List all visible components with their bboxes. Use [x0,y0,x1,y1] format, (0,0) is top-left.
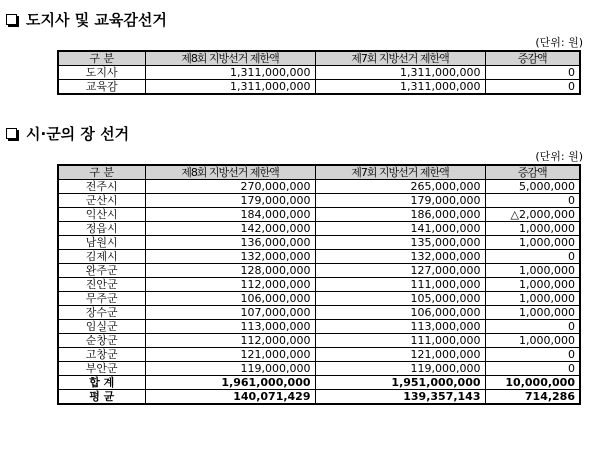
total-row [58,376,580,390]
cell-change: 0 [485,80,580,95]
section2-unit: (단위: 원) [535,150,583,163]
table-row [58,278,580,292]
cell-8th: 119,000,000 [145,362,315,376]
section2-title: 시·군의 장 선거 [26,125,130,143]
cell-7th: 1,311,000,000 [315,66,485,80]
table-row [58,250,580,264]
cell-change: 1,000,000 [485,264,580,278]
cell-8th: 142,000,000 [145,222,315,236]
cell-8th: 106,000,000 [145,292,315,306]
row-label: 평 균 [58,390,145,405]
table-row [58,236,580,250]
cell-7th: 1,951,000,000 [315,376,485,390]
table-row [58,264,580,278]
cell-8th: 1,961,000,000 [145,376,315,390]
cell-7th: 132,000,000 [315,250,485,264]
cell-7th: 135,000,000 [315,236,485,250]
cell-change: 1,000,000 [485,278,580,292]
row-label: 부안군 [58,362,145,376]
table-row [58,320,580,334]
checkbox-square-icon [6,128,17,139]
average-row [58,390,580,405]
row-label: 무주군 [58,292,145,306]
row-label: 김제시 [58,250,145,264]
cell-8th: 1,311,000,000 [145,66,315,80]
cell-8th: 136,000,000 [145,236,315,250]
cell-change: 5,000,000 [485,180,580,194]
cell-7th: 119,000,000 [315,362,485,376]
cell-7th: 106,000,000 [315,306,485,320]
checkbox-square-icon [6,14,17,25]
cell-change: 0 [485,250,580,264]
header-8th-limit: 제8회 지방선거 제한액 [145,165,315,180]
cell-change: 0 [485,348,580,362]
cell-7th: 111,000,000 [315,334,485,348]
table-row [58,362,580,376]
cell-7th: 1,311,000,000 [315,80,485,95]
cell-8th: 140,071,429 [145,390,315,405]
row-label: 남원시 [58,236,145,250]
cell-change: 1,000,000 [485,236,580,250]
section1-table [57,50,581,95]
cell-7th: 139,357,143 [315,390,485,405]
cell-7th: 121,000,000 [315,348,485,362]
cell-change: 1,000,000 [485,306,580,320]
table-row [58,306,580,320]
header-category: 구 분 [58,165,145,180]
table-row [58,180,580,194]
row-label: 진안군 [58,278,145,292]
table-row [58,194,580,208]
section1-title: 도지사 및 교육감선거 [26,11,167,29]
table-row [58,80,580,95]
table-row [58,222,580,236]
row-label: 완주군 [58,264,145,278]
table-row [58,334,580,348]
cell-8th: 112,000,000 [145,334,315,348]
section1-heading [6,9,167,30]
header-category: 구 분 [58,51,145,66]
row-label: 군산시 [58,194,145,208]
header-7th-limit: 제7회 지방선거 제한액 [315,165,485,180]
row-label: 고창군 [58,348,145,362]
cell-8th: 1,311,000,000 [145,80,315,95]
cell-7th: 141,000,000 [315,222,485,236]
section2-table [57,164,581,405]
cell-change: 1,000,000 [485,222,580,236]
row-label: 정읍시 [58,222,145,236]
cell-8th: 184,000,000 [145,208,315,222]
row-label: 합 계 [58,376,145,390]
cell-change: 0 [485,194,580,208]
section2-heading [6,123,129,144]
cell-7th: 127,000,000 [315,264,485,278]
table-row [58,348,580,362]
table-header-row [58,165,580,180]
cell-7th: 265,000,000 [315,180,485,194]
row-label: 장수군 [58,306,145,320]
section1-unit: (단위: 원) [535,36,583,49]
table-header-row [58,51,580,66]
cell-7th: 113,000,000 [315,320,485,334]
cell-8th: 107,000,000 [145,306,315,320]
cell-8th: 113,000,000 [145,320,315,334]
cell-change: △2,000,000 [485,208,580,222]
cell-change: 0 [485,66,580,80]
cell-7th: 105,000,000 [315,292,485,306]
cell-change: 0 [485,362,580,376]
table-row [58,208,580,222]
table-row [58,66,580,80]
cell-change: 1,000,000 [485,292,580,306]
row-label: 전주시 [58,180,145,194]
header-change: 증감액 [485,51,580,66]
row-label: 익산시 [58,208,145,222]
cell-change: 10,000,000 [485,376,580,390]
cell-7th: 111,000,000 [315,278,485,292]
cell-8th: 270,000,000 [145,180,315,194]
cell-8th: 132,000,000 [145,250,315,264]
cell-8th: 121,000,000 [145,348,315,362]
table-row [58,292,580,306]
cell-8th: 179,000,000 [145,194,315,208]
cell-change: 1,000,000 [485,334,580,348]
cell-8th: 112,000,000 [145,278,315,292]
header-7th-limit: 제7회 지방선거 제한액 [315,51,485,66]
cell-7th: 186,000,000 [315,208,485,222]
row-label: 교육감 [58,80,145,95]
header-8th-limit: 제8회 지방선거 제한액 [145,51,315,66]
cell-7th: 179,000,000 [315,194,485,208]
row-label: 순창군 [58,334,145,348]
header-change: 증감액 [485,165,580,180]
cell-8th: 128,000,000 [145,264,315,278]
row-label: 도지사 [58,66,145,80]
cell-change: 0 [485,320,580,334]
row-label: 임실군 [58,320,145,334]
cell-change: 714,286 [485,390,580,405]
